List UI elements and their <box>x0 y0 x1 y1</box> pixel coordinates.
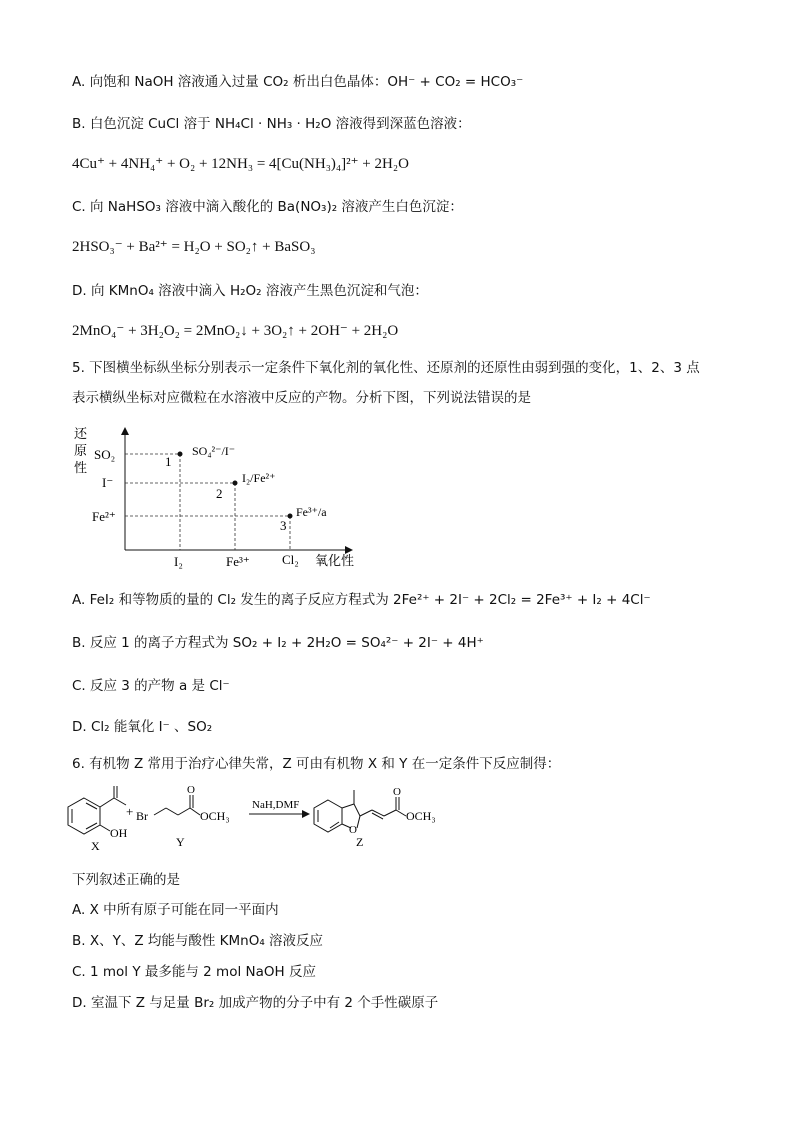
z-furan-o: O <box>349 824 357 836</box>
plus-sign: + <box>126 804 134 819</box>
z-label: Z <box>356 835 364 849</box>
q4-option-c-equation: 2HSO₃⁻ + Ba²⁺ = H₂O + SO₂↑ + BaSO₃ <box>72 239 316 255</box>
y-axis-label-1: 还 <box>74 427 88 442</box>
point-1 <box>178 452 183 457</box>
y-tick-so2: SO₂ <box>94 447 116 462</box>
z-och3-label: OCH₃ <box>406 809 436 823</box>
x-benzene-ring <box>68 798 100 834</box>
z-carbonyl-o: O <box>393 786 401 798</box>
q6-option-b: B. X、Y、Z 均能与酸性 KMnO₄ 溶液反应 <box>72 933 324 949</box>
q5-option-d: D. Cl₂ 能氧化 I⁻ 、SO₂ <box>72 719 213 735</box>
point-1-label: SO₄²⁻/I⁻ <box>192 444 236 458</box>
x-label: X <box>91 839 100 853</box>
x-oh-label: OH <box>110 826 128 840</box>
q6-option-a: A. X 中所有原子可能在同一平面内 <box>72 902 279 918</box>
q6-intro: 下列叙述正确的是 <box>72 872 180 888</box>
x-axis-label: 氧化性 <box>315 554 355 569</box>
q6-option-c: C. 1 mol Y 最多能与 2 mol NaOH 反应 <box>72 964 316 980</box>
y-br-label: Br <box>136 809 148 823</box>
q5-option-c: C. 反应 3 的产物 a 是 Cl⁻ <box>72 678 230 694</box>
point-3-label: Fe³⁺/a <box>296 505 327 519</box>
x-tick-i2: I₂ <box>174 554 183 569</box>
point-2 <box>233 481 238 486</box>
q5-option-a: A. FeI₂ 和等物质的量的 Cl₂ 发生的离子反应方程式为 2Fe²⁺ + 2I⁻ + 2Cl₂ = 2Fe³⁺ + I₂ + 4Cl⁻ <box>72 592 651 608</box>
q4-option-a: A. 向饱和 NaOH 溶液通入过量 CO₂ 析出白色晶体：OH⁻ + CO₂ = HCO₃⁻ <box>72 74 524 90</box>
point-1-number: 1 <box>165 454 172 469</box>
q5-option-b: B. 反应 1 的离子方程式为 SO₂ + I₂ + 2H₂O = SO₄²⁻ + 2I⁻ + 4H⁺ <box>72 635 484 651</box>
x-tick-fe3: Fe³⁺ <box>226 554 250 569</box>
y-axis-label-2: 原 <box>74 444 88 459</box>
y-label: Y <box>176 835 185 849</box>
q4-option-b-equation: 4Cu⁺ + 4NH₄⁺ + O₂ + 12NH₃ = 4[Cu(NH₃)₄]²⁺ + 2H₂O <box>72 156 409 172</box>
y-tick-i: I⁻ <box>102 475 114 490</box>
q5-stem-line2: 表示横纵坐标对应微粒在水溶液中反应的产物。分析下图，下列说法错误的是 <box>72 390 531 406</box>
point-2-label: I₂/Fe²⁺ <box>242 471 276 485</box>
q6-option-d: D. 室温下 Z 与足量 Br₂ 加成产物的分子中有 2 个手性碳原子 <box>72 995 439 1011</box>
reaction-conditions: NaH,DMF <box>252 799 300 811</box>
q5-figure <box>70 422 370 574</box>
q6-stem: 6. 有机物 Z 常用于治疗心律失常，Z 可由有机物 X 和 Y 在一定条件下反应制得： <box>72 756 561 772</box>
q4-option-c: C. 向 NaHSO₃ 溶液中滴入酸化的 Ba(NO₃)₂ 溶液产生白色沉淀： <box>72 199 463 215</box>
q4-option-d: D. 向 KMnO₄ 溶液中滴入 H₂O₂ 溶液产生黑色沉淀和气泡： <box>72 283 428 299</box>
point-2-number: 2 <box>216 486 223 501</box>
y-axis-label-3: 性 <box>74 461 88 476</box>
y-och3-label: OCH₃ <box>200 809 230 823</box>
y-carbonyl-o: O <box>187 784 195 796</box>
q4-option-d-equation: 2MnO₄⁻ + 3H₂O₂ = 2MnO₂↓ + 3O₂↑ + 2OH⁻ + 2H₂O <box>72 323 399 339</box>
y-tick-fe2: Fe²⁺ <box>92 509 116 524</box>
q4-option-b: B. 白色沉淀 CuCl 溶于 NH₄Cl · NH₃ · H₂O 溶液得到深蓝色溶液： <box>72 116 471 132</box>
x-tick-cl2: Cl₂ <box>282 552 299 567</box>
q5-stem-line1: 5. 下图横坐标纵坐标分别表示一定条件下氧化剂的氧化性、还原剂的还原性由弱到强的变化，1、2、3 点 <box>72 360 700 376</box>
q6-reaction-scheme <box>66 784 446 856</box>
point-3-number: 3 <box>280 518 287 533</box>
point-3 <box>288 514 293 519</box>
